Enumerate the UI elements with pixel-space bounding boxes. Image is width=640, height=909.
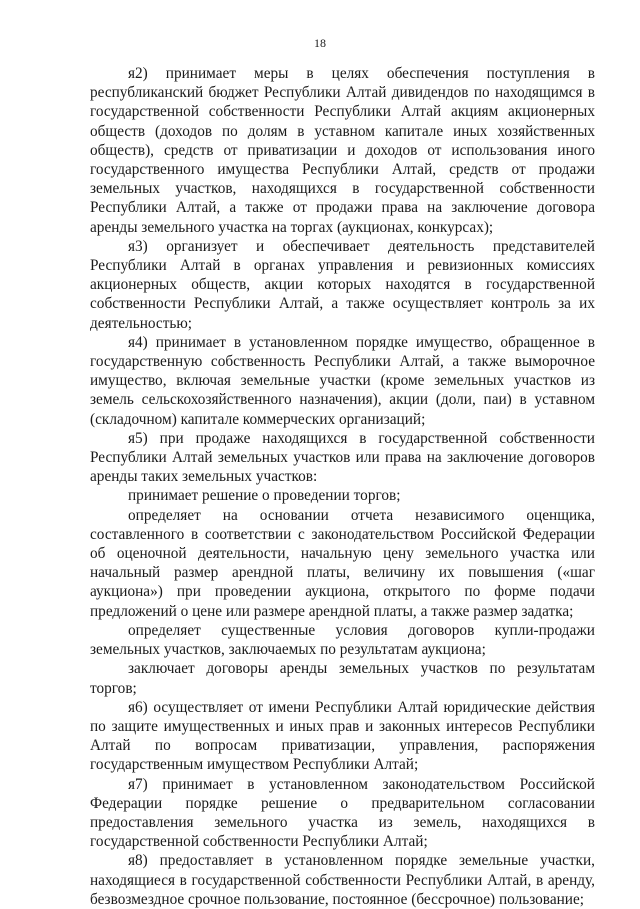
paragraph-ya5-item-2: определяет на основании отчета независимого оценщика, составленного в соответствии с законодательством Российской Федерации об оценочной деятельности, начальную цену земельного участка или начальный размер арендной платы, величину их повышения («шаг аукциона») при проведении аукциона, открытого по форме подачи предложений о цене или размере арендной платы, а также размер задатка; <box>90 506 595 620</box>
document-body <box>90 64 595 909</box>
paragraph-ya7: я7) принимает в установленном законодательством Российской Федерации порядке решение о предварительном согласовании предоставления земельного участка из земель, находящихся в государственной собственности Республики Алтай; <box>90 775 595 851</box>
paragraph-ya3: я3) организует и обеспечивает деятельность представителей Республики Алтай в органах управления и ревизионных комиссиях акционерных обществ, акции которых находятся в государственной собственности Республики Алтай, а также осуществляет контроль за их деятельностью; <box>90 237 595 332</box>
paragraph-ya5-item-4: заключает договоры аренды земельных участков по результатам торгов; <box>90 660 595 697</box>
paragraph-ya4: я4) принимает в установленном порядке имущество, обращенное в государственную собственность Республики Алтай, а также выморочное имущество, включая земельные участки (кроме земельных участков из земель сельскохозяйственного назначения), акции (доли, паи) в уставном (складочном) капитале коммерческих организаций; <box>90 333 595 428</box>
paragraph-ya2: я2) принимает меры в целях обеспечения поступления в республиканский бюджет Республики Алтай дивидендов по находящимся в государственной собственности Республики Алтай акциям акционерных обществ (доходов по долям в уставном капитале иных хозяйственных обществ), средств от приватизации и доходов от использования иного государственного имущества Республики Алтай, средств от продажи земельных участков, находящихся в государственной собственности Республики Алтай, а также от продажи права на заключение договора аренды земельного участка на торгах (аукционах, конкурсах); <box>90 65 595 236</box>
paragraph-ya5-item-1: принимает решение о проведении торгов; <box>128 487 401 505</box>
paragraph-ya6: я6) осуществляет от имени Республики Алтай юридические действия по защите имущественных и иных прав и законных интересов Республики Алтай по вопросам приватизации, управления, распоряжения государственным имуществом Республики Алтай; <box>90 698 595 774</box>
paragraph-ya5: я5) при продаже находящихся в государственной собственности Республики Алтай земельных участков или права на заключение договоров аренды таких земельных участков: <box>90 429 595 486</box>
paragraph-ya5-item-3: определяет существенные условия договоров купли-продажи земельных участков, заключаемых по результатам аукциона; <box>90 621 595 659</box>
page-number: 18 <box>314 36 326 50</box>
paragraph-ya8: я8) предоставляет в установленном порядке земельные участки, находящиеся в государственной собственности Республики Алтай, в аренду, безвозмездное срочное пользование, постоянное (бессрочное) пользование; <box>90 852 595 908</box>
